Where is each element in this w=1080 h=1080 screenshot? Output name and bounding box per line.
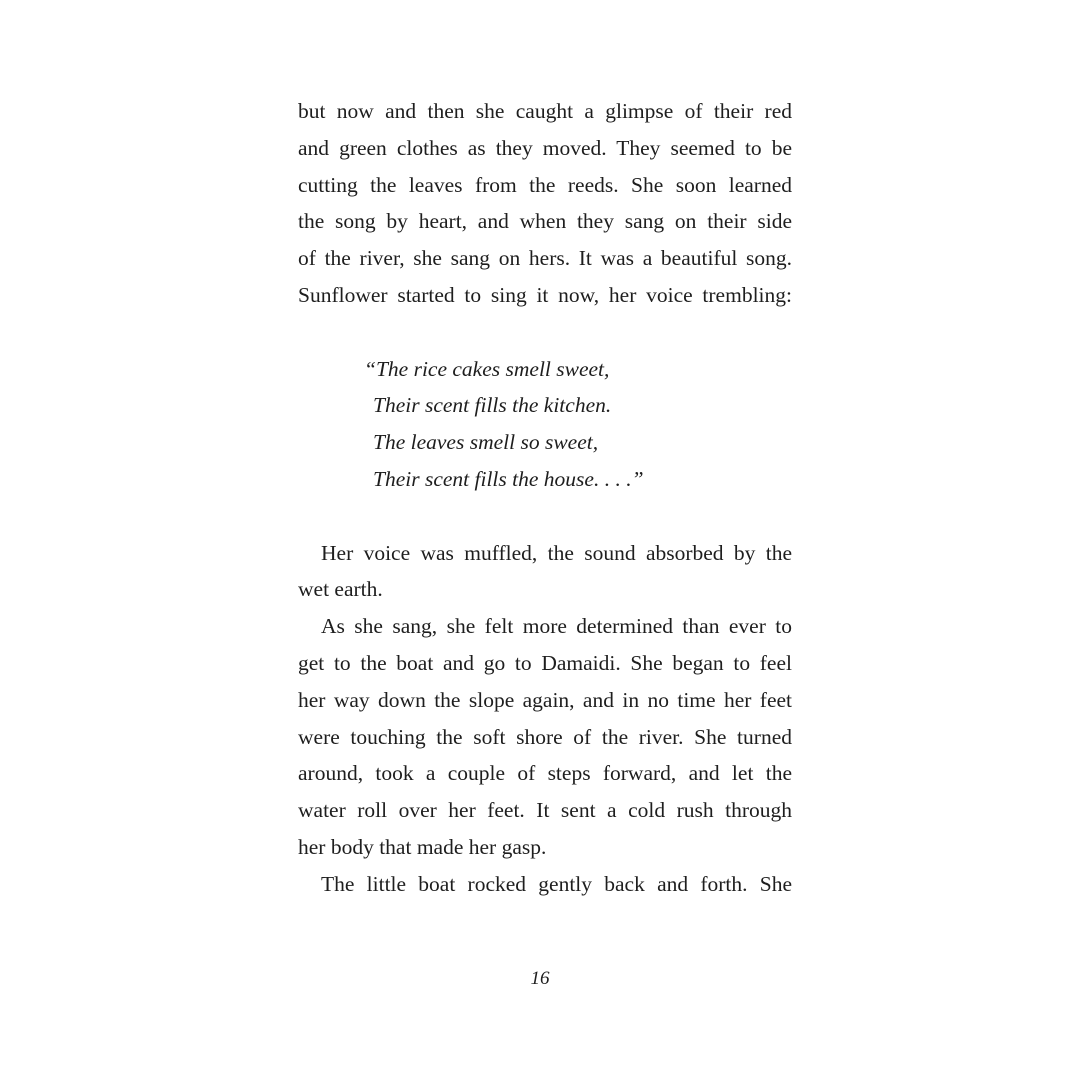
verse-line: “The rice cakes smell sweet, [364, 356, 610, 381]
text-line: The little boat rocked gently back and forth. She [321, 871, 792, 896]
text-line: her body that made her gasp. [298, 834, 547, 859]
paragraph [298, 608, 792, 866]
text-line: As she sang, she felt more determined than ever to [321, 614, 792, 639]
text-line: around, took a couple of steps forward, and let the [298, 761, 792, 786]
stanza-spacer [298, 314, 792, 351]
paragraph [298, 866, 792, 903]
stanza-spacer [298, 498, 792, 535]
page-number: 16 [530, 968, 550, 989]
text-line: water roll over her feet. It sent a cold rush through [298, 798, 792, 823]
song-verse [298, 351, 792, 498]
text-line: were touching the soft shore of the river. She turned [298, 724, 792, 749]
paragraph [298, 93, 792, 314]
text-line: but now and then she caught a glimpse of their red [298, 99, 792, 123]
text-line: cutting the leaves from the reeds. She soon learned [298, 172, 792, 197]
text-line: of the river, she sang on hers. It was a beautiful song. [298, 246, 792, 271]
verse-line: Their scent fills the house. . . .” [373, 466, 644, 491]
paragraph [298, 535, 792, 609]
verse-line: The leaves smell so sweet, [373, 430, 599, 455]
text-line: her way down the slope again, and in no time her feet [298, 687, 792, 712]
text-line: Sunflower started to sing it now, her voice trembling: [298, 282, 792, 307]
text-line: wet earth. [298, 577, 383, 602]
text-line: and green clothes as they moved. They seemed to be [298, 135, 792, 160]
text-line: the song by heart, and when they sang on their side [298, 209, 792, 234]
text-line: Her voice was muffled, the sound absorbed by the [321, 540, 792, 565]
verse-line: Their scent fills the kitchen. [373, 393, 612, 418]
page-body [298, 93, 792, 903]
text-line: get to the boat and go to Damaidi. She began to feel [298, 650, 792, 675]
